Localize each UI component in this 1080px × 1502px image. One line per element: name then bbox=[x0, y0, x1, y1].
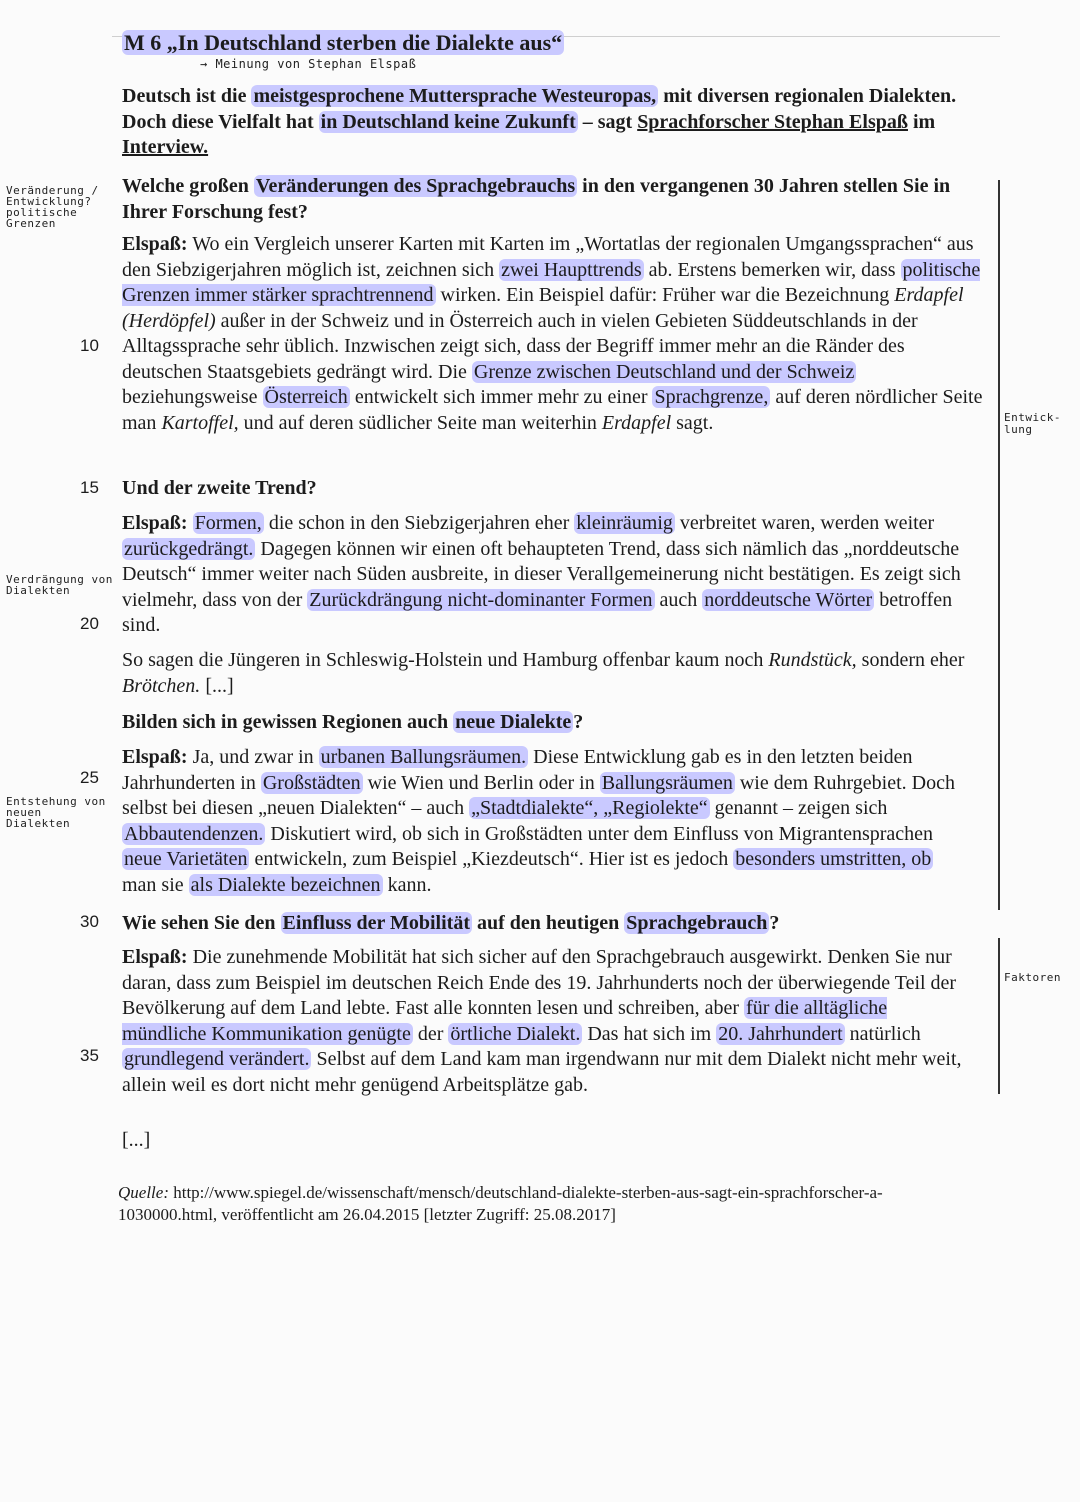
handwritten-note: → Meinung von Stephan Elspaß bbox=[200, 57, 417, 71]
margin-note-left-1: Veränderung / Entwicklung? politische Grenzen bbox=[6, 184, 99, 230]
line-number: 35 bbox=[80, 1046, 99, 1065]
question-1: Welche großen Veränderungen des Sprachgebrauchs in den vergangenen 30 Jahren stellen Sie in Ihrer Forschung fest? bbox=[122, 175, 951, 223]
answer-2-continued: So sagen die Jüngeren in Schleswig-Holstein und Hamburg offenbar kaum noch Rundstück, sondern eher Brötchen. [...] bbox=[122, 649, 965, 697]
line-number: 20 bbox=[80, 614, 99, 633]
document-title bbox=[122, 30, 564, 56]
ellipsis: [...] bbox=[122, 1129, 151, 1151]
question-3: Bilden sich in gewissen Regionen auch neue Dialekte ? bbox=[122, 711, 584, 733]
margin-note-left-3: Entstehung von neuen Dialekten bbox=[6, 795, 106, 830]
title-text: „In Deutschland sterben die Dialekte aus“ bbox=[166, 30, 563, 55]
margin-note-right-2: Faktoren bbox=[1004, 971, 1061, 984]
question-4: Wie sehen Sie den Einfluss der Mobilität auf den heutigen Sprachgebrauch ? bbox=[122, 912, 780, 934]
line-number: 30 bbox=[80, 912, 99, 931]
question-2: Und der zweite Trend? bbox=[122, 477, 317, 499]
line-number: 25 bbox=[80, 768, 99, 787]
answer-3: Elspaß: Ja, und zwar in urbanen Ballungsräumen. Diese Entwicklung gab es in den letzten beiden Jahrhunderten in Großstädten wie Wien und Berlin oder in Ballungsräumen wie dem Ruhrgebiet. Doch selbst bei diesen „neuen Dialekten“ – auch „Stadtdialekte“, „Regiolekte“ genannt – zeigen sich Abbautendenzen. Diskutiert wird, ob sich in Großstädten unter dem Einfluss von Migrantensprachen neue Varietäten entwickeln, zum Beispiel „Kiezdeutsch“. Hier ist es jedoch besonders umstritten, ob man sie als Dialekte bezeichnen kann. bbox=[122, 746, 955, 896]
answer-2: Elspaß: Formen, die schon in den Siebzigerjahren eher kleinräumig verbreitet waren, werden weiter zurückgedrängt. Dagegen können wir einen oft behaupteten Trend, dass sich nämlich das „norddeutsche Deutsch“ immer weiter nach Süden ausbreite, in dieser Verallgemeinerung nicht bestätigen. Es zeigt sich vielmehr, dass von der Zurückdrängung nicht-dominanter Formen auch norddeutsche Wörter betroffen sind. bbox=[122, 512, 961, 636]
answer-4: Elspaß: Die zunehmende Mobilität hat sich sicher auf den Sprachgebrauch ausgewirkt. Denken Sie nur daran, dass zum Beispiel im deutschen Reich Ende des 19. Jahrhunderts noch der überwiegende Teil der Bevölkerung auf dem Land lebte. Fast alle konnten lesen und schreiben, aber für die alltägliche mündliche Kommunikation genügte der örtliche Dialekt. Das hat sich im 20. Jahrhundert natürlich grundlegend verändert. Selbst auf dem Land kam man irgendwann nur mit dem Dialekt nicht mehr weit, allein weil es dort nicht mehr genügend Arbeitsplätze gab. bbox=[122, 946, 962, 1096]
margin-bracket-line-2 bbox=[998, 938, 1000, 1094]
answer-1: Elspaß: Wo ein Vergleich unserer Karten mit Karten im „Wortatlas der regionalen Umgangssprachen“ aus den Siebzigerjahren möglich ist, zeichnen sich zwei Haupttrends ab. Erstens bemerken wir, dass politische Grenzen immer stärker sprachtrennend wirken. Ein Beispiel dafür: Früher war die Bezeichnung Erdapfel (Herdöpfel) außer in der Schweiz und in Österreich auch in vielen Gebieten Süddeutschlands in der Alltagssprache sehr üblich. Inzwischen zeigt sich, dass der Begriff immer mehr an die Ränder des deutschen Staatsgebiets gedrängt wird. Die Grenze zwischen Deutschland und der Schweiz beziehungsweise Österreich entwickelt sich immer mehr zu einer Sprachgrenze, auf deren nördlicher Seite man Kartoffel, und auf deren südlicher Seite man weiterhin Erdapfel sagt. bbox=[122, 233, 983, 434]
margin-bracket-line-1 bbox=[998, 180, 1000, 910]
line-number: 15 bbox=[80, 478, 99, 497]
intro-paragraph: Deutsch ist die meistgesprochene Muttersprache Westeuropas, mit diversen regionalen Dialekten. Doch diese Vielfalt hat in Deutschland keine Zukunft – sagt Sprachforscher Stephan Elspaß im Interview. bbox=[122, 85, 957, 158]
material-label: M 6 bbox=[124, 30, 162, 55]
margin-note-right-1: Entwick- lung bbox=[1004, 411, 1061, 436]
margin-note-left-2: Verdrängung von Dialekten bbox=[6, 573, 113, 597]
line-number: 10 bbox=[80, 336, 99, 355]
source-citation: Quelle: http://www.spiegel.de/wissenschaft/mensch/deutschland-dialekte-sterben-aus-sagt-ein-sprachforscher-a-1030000.html, veröffentlicht am 26.04.2015 [letzter Zugriff: 25.08.2017] bbox=[118, 1183, 883, 1224]
